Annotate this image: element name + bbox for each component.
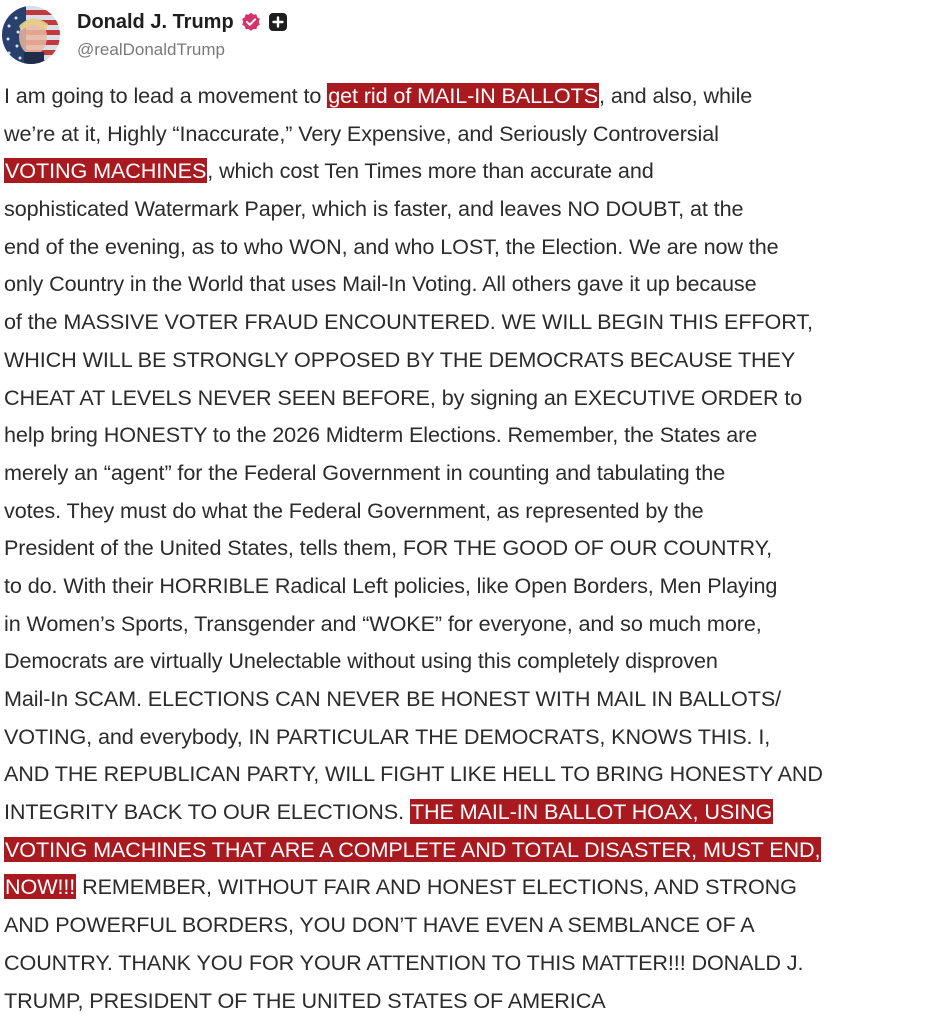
post-text-segment: merely an “agent” for the Federal Government in counting and tabulating the <box>4 459 726 485</box>
post-text-line <box>4 680 936 718</box>
post-text-segment: INTEGRITY BACK TO OUR ELECTIONS. <box>4 799 410 825</box>
post-text-segment: , which cost Ten Times more than accurate and <box>207 158 654 184</box>
highlighted-phrase: VOTING MACHINES <box>5 158 207 184</box>
post-text-line <box>4 982 936 1020</box>
post-text-line <box>4 605 936 643</box>
post-text-segment: TRUMP, PRESIDENT OF THE UNITED STATES OF AMERICA <box>4 987 606 1013</box>
author-handle[interactable]: @realDonaldTrump <box>77 40 225 59</box>
post-header <box>0 0 938 75</box>
author-name[interactable]: Donald J. Trump <box>77 10 234 33</box>
post-text-segment: sophisticated Watermark Paper, which is faster, and leaves NO DOUBT, at the <box>4 196 744 222</box>
verified-badge-icon <box>241 12 261 32</box>
post-text <box>4 77 936 1019</box>
highlighted-phrase: NOW!!! <box>5 874 76 900</box>
post-text-line <box>4 831 936 869</box>
post-text-line <box>4 379 936 417</box>
post-text-line <box>4 77 936 115</box>
post-text-segment: to do. With their HORRIBLE Radical Left policies, like Open Borders, Men Playing <box>4 572 778 598</box>
avatar[interactable] <box>2 6 60 64</box>
post-text-segment: COUNTRY. THANK YOU FOR YOUR ATTENTION TO THIS MATTER!!! DONALD J. <box>4 949 804 975</box>
post-text-segment: of the MASSIVE VOTER FRAUD ENCOUNTERED. WE WILL BEGIN THIS EFFORT, <box>4 309 813 335</box>
post-text-line <box>4 416 936 454</box>
post-text-segment: President of the United States, tells them, FOR THE GOOD OF OUR COUNTRY, <box>4 535 773 561</box>
author-name-row <box>77 7 288 37</box>
post-text-segment: WHICH WILL BE STRONGLY OPPOSED BY THE DEMOCRATS BECAUSE THEY <box>4 346 796 372</box>
post-text-segment: AND POWERFUL BORDERS, YOU DON’T HAVE EVEN A SEMBLANCE OF A <box>4 912 755 938</box>
post-text-line <box>4 642 936 680</box>
post-text-line <box>4 944 936 982</box>
post-text-line <box>4 303 936 341</box>
post-text-line <box>4 718 936 756</box>
post-text-segment: end of the evening, as to who WON, and who LOST, the Election. We are now the <box>4 233 779 259</box>
post-text-line <box>4 454 936 492</box>
post-text-segment: only Country in the World that uses Mail-In Voting. All others gave it up because <box>4 271 757 297</box>
post-text-line <box>4 755 936 793</box>
post-text-segment: VOTING, and everybody, IN PARTICULAR THE DEMOCRATS, KNOWS THIS. I, <box>4 723 771 749</box>
post-text-line <box>4 492 936 530</box>
post-text-segment: I am going to lead a movement to <box>4 83 328 108</box>
highlighted-phrase: THE MAIL-IN BALLOT HOAX, USING <box>410 799 773 825</box>
highlighted-phrase: VOTING MACHINES THAT ARE A COMPLETE AND TOTAL DISASTER, MUST END, <box>5 836 821 862</box>
post-text-line <box>4 115 936 153</box>
post-text-segment: AND THE REPUBLICAN PARTY, WILL FIGHT LIKE HELL TO BRING HONESTY AND <box>4 761 823 787</box>
post-text-segment: , and also, while <box>599 83 753 108</box>
post-text-line <box>4 906 936 944</box>
post-text-segment: CHEAT AT LEVELS NEVER SEEN BEFORE, by signing an EXECUTIVE ORDER to <box>4 384 803 410</box>
highlighted-phrase: get rid of MAIL-IN BALLOTS <box>328 83 599 108</box>
post-text-segment: help bring HONESTY to the 2026 Midterm Elections. Remember, the States are <box>4 422 758 448</box>
post-text-segment: REMEMBER, WITHOUT FAIR AND HONEST ELECTIONS, AND STRONG <box>76 874 797 900</box>
post-text-line <box>4 152 936 190</box>
post-text-line <box>4 265 936 303</box>
post-text-segment: we’re at it, Highly “Inaccurate,” Very Expensive, and Seriously Controversial <box>4 120 719 146</box>
avatar-flag-portrait-icon <box>2 6 60 64</box>
post-text-line <box>4 793 936 831</box>
post-text-segment: Democrats are virtually Unelectable without using this completely disproven <box>4 648 718 674</box>
post-text-line <box>4 228 936 266</box>
post-text-line <box>4 529 936 567</box>
post-text-line <box>4 868 936 906</box>
post-text-segment: in Women’s Sports, Transgender and “WOKE” for everyone, and so much more, <box>4 610 762 636</box>
plus-badge-icon <box>268 12 288 32</box>
post-text-segment: Mail-In SCAM. ELECTIONS CAN NEVER BE HONEST WITH MAIL IN BALLOTS/ <box>4 686 782 711</box>
post-text-line <box>4 567 936 605</box>
post-text-segment: votes. They must do what the Federal Government, as represented by the <box>4 497 704 523</box>
post-text-line <box>4 341 936 379</box>
post-text-line <box>4 190 936 228</box>
